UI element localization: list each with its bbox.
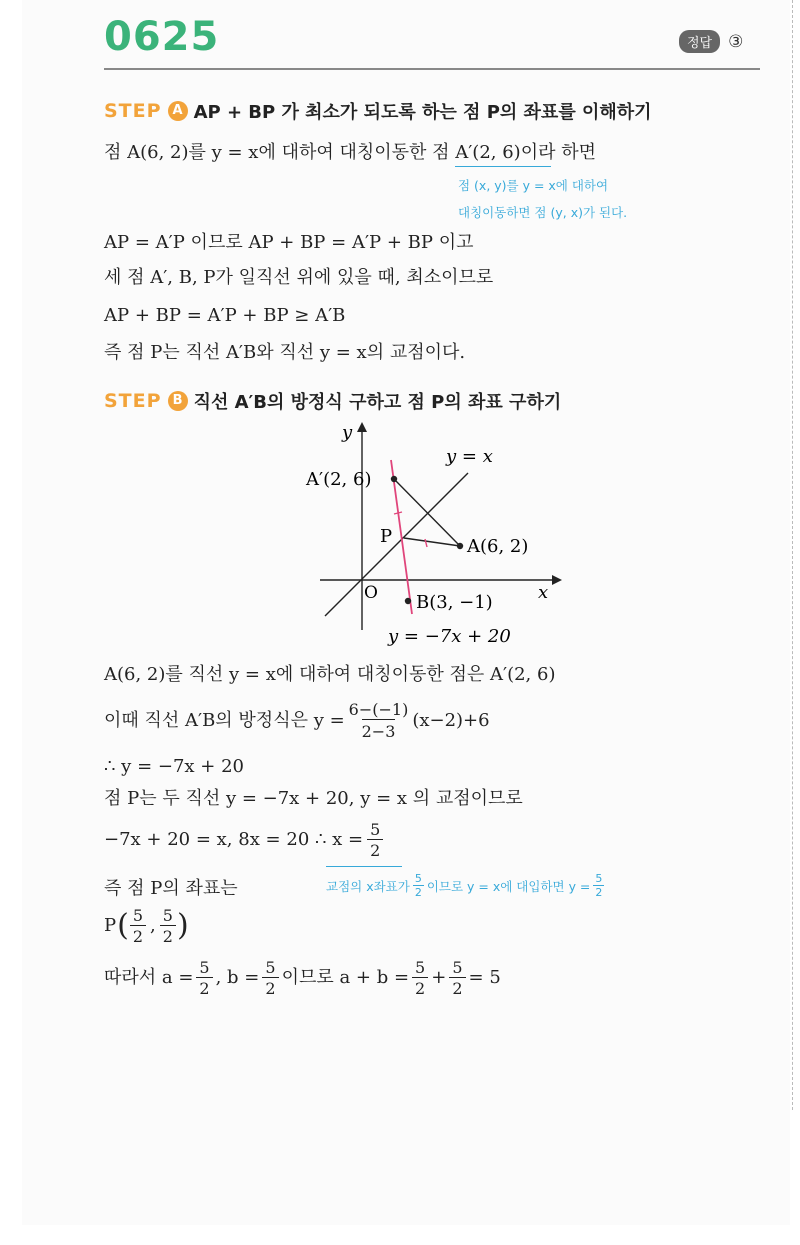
sum-fraction-1 xyxy=(412,958,428,998)
coordinate-graph xyxy=(290,418,570,650)
answer-value: ③ xyxy=(728,31,744,52)
line-a-prime-b-label: y = −7x + 20 xyxy=(388,626,511,647)
step-a-word: STEP xyxy=(104,100,162,122)
b-fraction xyxy=(262,958,278,998)
answer-area xyxy=(679,30,743,53)
problem-number: 0625 xyxy=(104,14,220,60)
step-a-title: AP + BP 가 최소가 되도록 하는 점 P의 좌표를 이해하기 xyxy=(193,102,652,123)
left-paren: ( xyxy=(117,908,129,944)
right-paren: ) xyxy=(176,908,189,944)
step-a-line-1: 점 A(6, 2)를 y = x에 대하여 대칭이동한 점 A′(2, 6)이라 하면 xyxy=(104,142,596,163)
point-a-prime-dot xyxy=(391,476,397,482)
sum-numerator-2: 5 xyxy=(452,958,463,977)
sum-denominator-2: 2 xyxy=(449,977,465,998)
a-numerator: 5 xyxy=(199,958,210,977)
p-y-numerator: 5 xyxy=(162,906,173,925)
step-b-line-1: A(6, 2)를 직선 y = x에 대하여 대칭이동한 점은 A′(2, 6) xyxy=(104,664,556,685)
final-prefix: 따라서 a = xyxy=(104,967,194,989)
sum-fraction-2 xyxy=(449,958,465,998)
step-a-line-3: 세 점 A′, B, P가 일직선 위에 있을 때, 최소이므로 xyxy=(104,267,494,288)
line5-prefix: −7x + 20 = x, 8x = 20 ∴ x = xyxy=(104,829,364,851)
step-b-heading xyxy=(104,388,561,414)
a-denominator: 2 xyxy=(196,977,212,998)
line2-suffix: (x−2)+6 xyxy=(412,709,490,731)
slope-fraction xyxy=(349,700,409,741)
tick-mark-2 xyxy=(425,539,427,547)
note2-underline xyxy=(326,866,402,867)
p-x-denominator: 2 xyxy=(130,925,146,946)
step-b-line-8 xyxy=(104,958,501,998)
point-a-dot xyxy=(457,543,463,549)
point-a-prime-label: A′(2, 6) xyxy=(306,469,372,490)
p-y-fraction xyxy=(160,906,176,946)
note2-numerator-2: 5 xyxy=(595,872,603,885)
note2-fraction-1 xyxy=(413,872,424,899)
slope-numerator: 6−(−1) xyxy=(348,700,409,719)
line-y-equals-x-label: y = x xyxy=(446,446,493,467)
note2-denominator-2: 2 xyxy=(595,886,603,899)
step-b-line-6: 즉 점 P의 좌표는 xyxy=(104,878,238,899)
step-b-letter: B xyxy=(168,391,188,411)
note1-line-1: 점 (x, y)를 y = x에 대하여 xyxy=(458,178,609,193)
note2-prefix: 교점의 x좌표가 xyxy=(326,878,410,894)
line2-prefix: 이때 직선 A′B의 방정식은 y = xyxy=(104,709,345,731)
point-p-prefix: P xyxy=(104,915,117,937)
p-x-fraction xyxy=(130,906,146,946)
p-y-denominator: 2 xyxy=(160,925,176,946)
p-x-numerator: 5 xyxy=(132,906,144,925)
step-b-line-7 xyxy=(104,906,189,946)
step-a-line-5: 즉 점 P는 직선 A′B와 직선 y = x의 교점이다. xyxy=(104,342,466,363)
note1-line-2: 대칭이동하면 점 (y, x)가 된다. xyxy=(458,205,628,220)
step-b-word: STEP xyxy=(104,390,162,412)
comma: , xyxy=(150,915,156,937)
plus-sign: + xyxy=(431,967,447,989)
point-a-label: A(6, 2) xyxy=(467,536,529,557)
segment-p-a xyxy=(404,538,460,546)
note2-denominator-1: 2 xyxy=(414,886,422,899)
line-a-prime-b xyxy=(391,460,412,614)
slope-denominator: 2−3 xyxy=(362,719,396,741)
step-b-line-3: ∴ y = −7x + 20 xyxy=(104,756,244,777)
sum-denominator-1: 2 xyxy=(412,977,428,998)
step-b-line-4: 점 P는 두 직선 y = −7x + 20, y = x 의 교점이므로 xyxy=(104,788,523,809)
final-mid-2: 이므로 a + b = xyxy=(281,967,410,989)
note2 xyxy=(326,872,604,899)
x-value-fraction xyxy=(367,820,383,860)
answer-badge: 정답 xyxy=(679,30,720,53)
point-p-label: P xyxy=(380,526,393,547)
final-mid-1: , b = xyxy=(215,967,260,989)
step-a-line-4: AP + BP = A′P + BP ≥ A′B xyxy=(104,305,346,326)
sum-numerator-1: 5 xyxy=(415,958,426,977)
step-b-title: 직선 A′B의 방정식 구하고 점 P의 좌표 구하기 xyxy=(193,392,562,413)
point-b-label: B(3, −1) xyxy=(416,592,493,613)
tick-mark-1 xyxy=(394,512,402,514)
step-a-letter: A xyxy=(168,101,188,121)
y-axis-arrow xyxy=(357,422,367,432)
note2-middle: 이므로 y = x에 대입하면 y = xyxy=(426,878,591,894)
step-b-line-2 xyxy=(104,700,490,741)
note1-underline xyxy=(455,166,551,167)
x-value-numerator: 5 xyxy=(370,820,381,839)
note2-fraction-2 xyxy=(593,872,604,899)
step-a-line-2: AP = A′P 이므로 AP + BP = A′P + BP 이고 xyxy=(104,232,474,253)
step-b-line-5 xyxy=(104,820,383,860)
step-a-heading xyxy=(104,98,652,124)
b-numerator: 5 xyxy=(265,958,276,977)
x-axis-arrow xyxy=(552,575,562,585)
x-axis-label: x xyxy=(538,582,549,603)
point-b-dot xyxy=(405,598,411,604)
y-axis-label: y xyxy=(342,422,353,443)
page-edge-dashes xyxy=(792,0,793,1110)
x-value-denominator: 2 xyxy=(367,839,383,860)
final-result: = 5 xyxy=(468,967,501,989)
header-rule xyxy=(104,68,760,70)
note2-numerator-1: 5 xyxy=(414,872,422,885)
b-denominator: 2 xyxy=(262,977,278,998)
segment-a-prime-a xyxy=(394,479,460,546)
a-fraction xyxy=(196,958,212,998)
origin-label: O xyxy=(364,583,378,603)
